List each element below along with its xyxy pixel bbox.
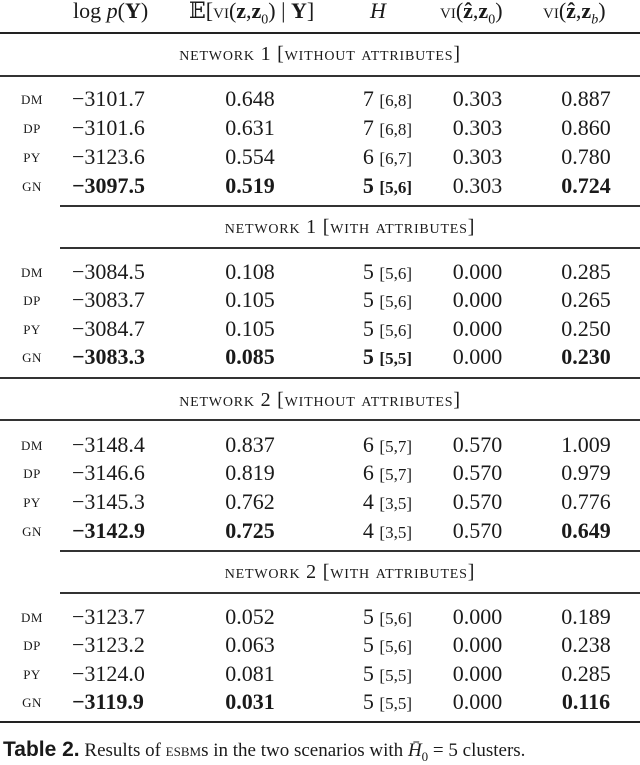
table-row: dm −3123.7 0.052 5 [5,6] 0.000 0.189 <box>21 604 611 629</box>
column-header-vi-zb: $vi(ẑ,z_b)$ <box>543 0 606 28</box>
section-title-network1-with: network 1 [with attributes] <box>224 216 476 238</box>
table-row-best: gn −3083.3 0.085 5 [5,5] 0.000 0.230 <box>22 344 611 369</box>
table-row-best: gn −3119.9 0.031 5 [5,5] 0.000 0.116 <box>22 689 611 714</box>
section-rule <box>60 205 640 207</box>
section-title-network1-without: network 1 [without attributes] <box>179 43 461 65</box>
table-row: dp −3101.6 0.631 7 [6,8] 0.303 0.860 <box>23 115 611 140</box>
table-caption: Table 2. Results of esbms in the two scenarios with $H̄_0 = 5$ clusters. <box>3 738 526 764</box>
column-header-h: H <box>370 0 386 23</box>
caption-label: Table 2. <box>3 738 80 761</box>
section-rule <box>0 377 640 379</box>
bottom-rule <box>0 721 640 723</box>
column-header-expected-vi: $𝔼[vi(z,z_0)$ | Y] <box>189 0 315 28</box>
table-row: dp −3146.6 0.819 6 [5,7] 0.570 0.979 <box>23 460 611 485</box>
section-rule <box>60 550 640 552</box>
table-row-best: gn −3097.5 0.519 5 [5,6] 0.303 0.724 <box>22 173 611 198</box>
table-row: dm −3148.4 0.837 6 [5,7] 0.570 1.009 <box>21 432 611 457</box>
table-row: py −3124.0 0.081 5 [5,5] 0.000 0.285 <box>23 661 611 686</box>
section-rule <box>0 419 640 421</box>
section-title-network2-with: network 2 [with attributes] <box>224 561 476 583</box>
section-rule <box>60 592 640 594</box>
table-row: py −3145.3 0.762 4 [3,5] 0.570 0.776 <box>23 489 611 514</box>
section-title-network2-without: network 2 [without attributes] <box>179 389 461 411</box>
table-row: dm −3101.7 0.648 7 [6,8] 0.303 0.887 <box>21 86 611 111</box>
table-row: dp −3083.7 0.105 5 [5,6] 0.000 0.265 <box>23 287 611 312</box>
top-rule <box>0 32 640 34</box>
column-header-log-likelihood: log p(Y) <box>73 0 149 23</box>
table-row-best: gn −3142.9 0.725 4 [3,5] 0.570 0.649 <box>22 518 611 543</box>
table-row: dp −3123.2 0.063 5 [5,6] 0.000 0.238 <box>23 632 611 657</box>
table-row: dm −3084.5 0.108 5 [5,6] 0.000 0.285 <box>21 259 611 284</box>
table-row: py −3084.7 0.105 5 [5,6] 0.000 0.250 <box>23 316 611 341</box>
section-rule <box>60 247 640 249</box>
column-header-vi-z0: $vi(ẑ,z_0)$ <box>440 0 503 28</box>
section-rule <box>0 75 640 77</box>
table-row: py −3123.6 0.554 6 [6,7] 0.303 0.780 <box>23 144 611 169</box>
